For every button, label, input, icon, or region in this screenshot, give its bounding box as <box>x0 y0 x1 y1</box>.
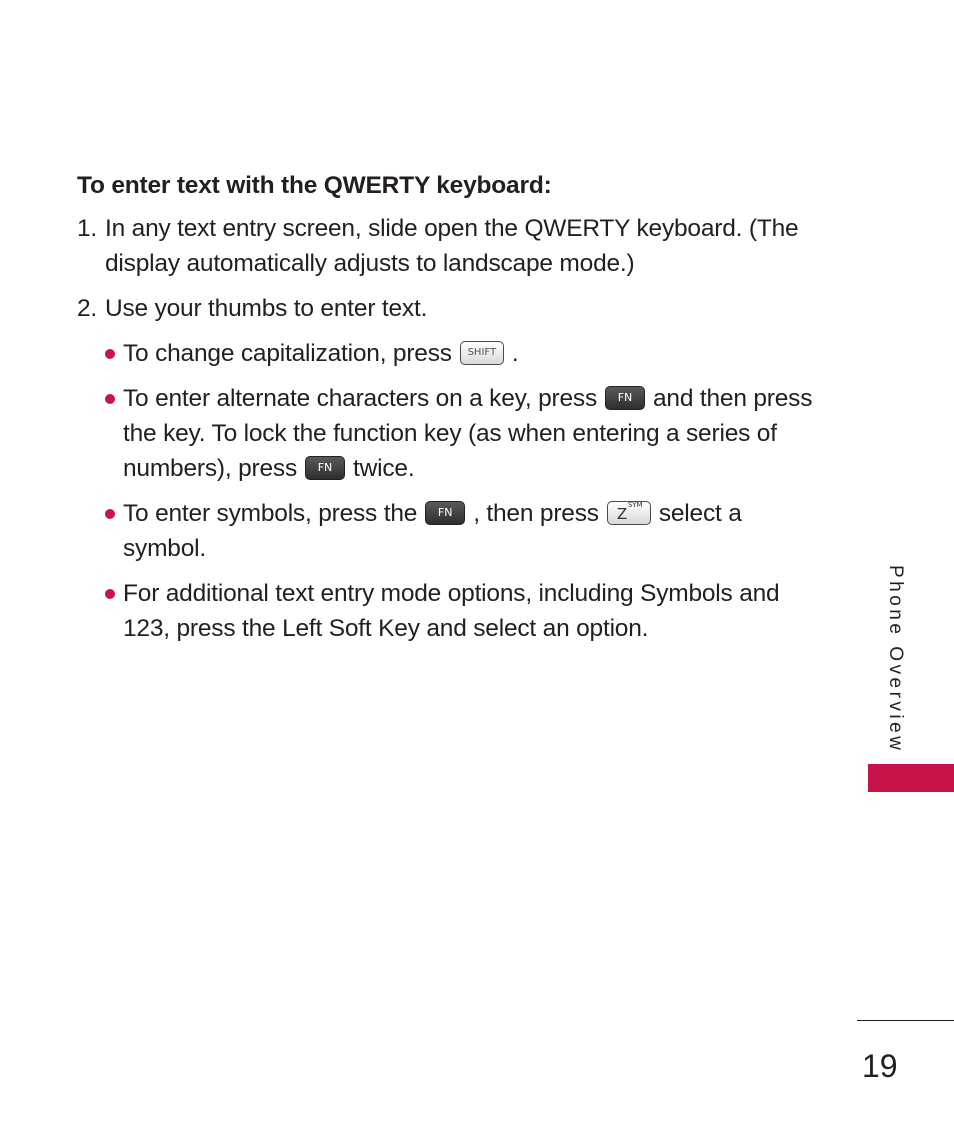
bullet-dot-icon <box>105 349 115 359</box>
step-1-number: 1. <box>77 215 98 242</box>
bullet-dot-icon <box>105 589 115 599</box>
bullet-symbols-end: select a symbol. <box>123 500 742 562</box>
fn-key-icon: FN <box>605 386 645 410</box>
section-heading: To enter text with the QWERTY keyboard: <box>77 172 552 199</box>
sym-key-superscript: SYM <box>627 500 643 509</box>
step-2 <box>77 291 817 326</box>
step-1-text: In any text entry screen, slide open the QWERTY keyboard. (The display automatically adjusts to landscape mode.) <box>105 215 799 277</box>
step-1 <box>77 211 817 281</box>
section-side-label: Phone Overview <box>885 565 906 754</box>
bullet-alternate-end: twice. <box>353 455 415 482</box>
bullet-entry-mode-options <box>77 576 817 646</box>
bullet-dot-icon <box>105 394 115 404</box>
bullet-alternate-characters <box>77 381 817 486</box>
footer-divider <box>857 1020 954 1021</box>
bullet-symbols <box>77 496 817 566</box>
bullet-alternate-middle: and then press the key. To lock the function key (as when entering a series of numbers), press <box>123 385 813 482</box>
page-number: 19 <box>862 1048 898 1084</box>
bullet-capitalization-end: . <box>511 340 519 367</box>
bullet-symbols-text: To enter symbols, press the <box>123 500 418 527</box>
sym-key-letter: Z <box>616 504 628 523</box>
bullet-options-text: For additional text entry mode options, including Symbols and 123, press the Left Soft Key and select an option. <box>123 580 780 642</box>
page-content <box>77 168 817 656</box>
step-2-number: 2. <box>77 295 98 322</box>
bullet-capitalization <box>77 336 817 371</box>
section-tab-marker <box>868 764 954 792</box>
shift-key-icon: SHIFT <box>460 341 504 365</box>
bullet-symbols-middle: , then press <box>473 500 599 527</box>
sym-key-icon <box>607 501 651 525</box>
bullet-dot-icon <box>105 509 115 519</box>
fn-key-icon: FN <box>425 501 465 525</box>
step-2-text: Use your thumbs to enter text. <box>105 295 428 322</box>
bullet-capitalization-text: To change capitalization, press <box>123 340 452 367</box>
bullet-alternate-text: To enter alternate characters on a key, press <box>123 385 597 412</box>
fn-key-icon: FN <box>305 456 345 480</box>
